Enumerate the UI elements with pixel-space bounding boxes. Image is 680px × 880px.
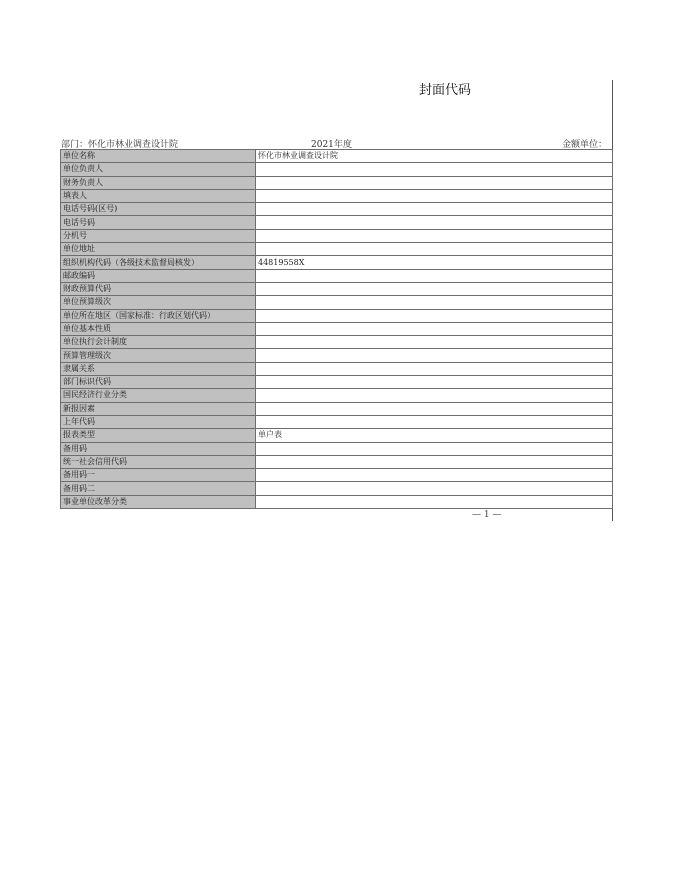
field-label: 单位基本性质 <box>61 322 256 335</box>
field-value[interactable]: 单户表 <box>256 429 613 442</box>
field-value[interactable] <box>256 442 613 455</box>
field-label: 国民经济行业分类 <box>61 389 256 402</box>
field-value[interactable] <box>256 336 613 349</box>
field-label: 备用码 <box>61 442 256 455</box>
field-value[interactable]: 44819558X <box>256 256 613 269</box>
field-label: 部门标识代码 <box>61 376 256 389</box>
table-row <box>61 482 613 495</box>
table-row <box>61 349 613 362</box>
field-value[interactable] <box>256 189 613 202</box>
field-label: 组织机构代码（各级技术监督局核发） <box>61 256 256 269</box>
field-label: 备用码一 <box>61 469 256 482</box>
field-value[interactable] <box>256 349 613 362</box>
field-label: 事业单位改革分类 <box>61 495 256 508</box>
table-row <box>61 229 613 242</box>
field-label: 电话号码(区号) <box>61 203 256 216</box>
table-row <box>61 376 613 389</box>
field-value[interactable] <box>256 243 613 256</box>
table-row <box>61 429 613 442</box>
table-row <box>61 203 613 216</box>
field-label: 单位地址 <box>61 243 256 256</box>
table-row <box>61 269 613 282</box>
field-label: 财务负责人 <box>61 176 256 189</box>
field-label: 单位所在地区（国家标准：行政区划代码） <box>61 309 256 322</box>
field-value[interactable] <box>256 455 613 468</box>
table-row <box>61 150 613 163</box>
field-value[interactable] <box>256 402 613 415</box>
amount-unit-label: 金额单位： <box>562 140 608 150</box>
field-label: 分机号 <box>61 229 256 242</box>
table-row <box>61 216 613 229</box>
field-value[interactable] <box>256 216 613 229</box>
table-row <box>61 495 613 508</box>
field-label: 预算管理级次 <box>61 349 256 362</box>
field-label: 上年代码 <box>61 415 256 428</box>
field-label: 填表人 <box>61 189 256 202</box>
field-value[interactable] <box>256 389 613 402</box>
field-label: 备用码二 <box>61 482 256 495</box>
table-row <box>61 455 613 468</box>
field-label: 单位负责人 <box>61 163 256 176</box>
table-row <box>61 469 613 482</box>
page-number: — 1 — <box>472 510 502 520</box>
page-title: 封面代码 <box>418 83 471 98</box>
field-value[interactable] <box>256 469 613 482</box>
table-row <box>61 389 613 402</box>
field-value[interactable] <box>256 376 613 389</box>
field-label: 报表类型 <box>61 429 256 442</box>
table-row <box>61 296 613 309</box>
table-row <box>61 322 613 335</box>
table-row <box>61 243 613 256</box>
table-row <box>61 336 613 349</box>
table-row <box>61 362 613 375</box>
field-value[interactable] <box>256 495 613 508</box>
field-label: 单位名称 <box>61 150 256 163</box>
field-value[interactable] <box>256 309 613 322</box>
table-row <box>61 415 613 428</box>
table-row <box>61 189 613 202</box>
field-value[interactable] <box>256 282 613 295</box>
field-label: 新报因素 <box>61 402 256 415</box>
table-row <box>61 282 613 295</box>
table-row <box>61 176 613 189</box>
field-label: 统一社会信用代码 <box>61 455 256 468</box>
field-value[interactable] <box>256 415 613 428</box>
field-value[interactable] <box>256 482 613 495</box>
field-value[interactable] <box>256 176 613 189</box>
field-label: 单位预算级次 <box>61 296 256 309</box>
field-label: 邮政编码 <box>61 269 256 282</box>
field-value[interactable] <box>256 362 613 375</box>
field-label: 隶属关系 <box>61 362 256 375</box>
field-label: 电话号码 <box>61 216 256 229</box>
field-value[interactable]: 怀化市林业调查设计院 <box>256 150 613 163</box>
field-label: 单位执行会计制度 <box>61 336 256 349</box>
table-row <box>61 256 613 269</box>
cover-code-table <box>60 149 613 509</box>
field-value[interactable] <box>256 322 613 335</box>
field-value[interactable] <box>256 163 613 176</box>
table-row <box>61 309 613 322</box>
field-value[interactable] <box>256 229 613 242</box>
field-label: 财政预算代码 <box>61 282 256 295</box>
table-row <box>61 442 613 455</box>
table-row <box>61 402 613 415</box>
year-label: 2021年度 <box>311 140 352 150</box>
field-value[interactable] <box>256 269 613 282</box>
table-row <box>61 163 613 176</box>
field-value[interactable] <box>256 203 613 216</box>
department-label: 部门：怀化市林业调查设计院 <box>61 140 179 150</box>
field-value[interactable] <box>256 296 613 309</box>
